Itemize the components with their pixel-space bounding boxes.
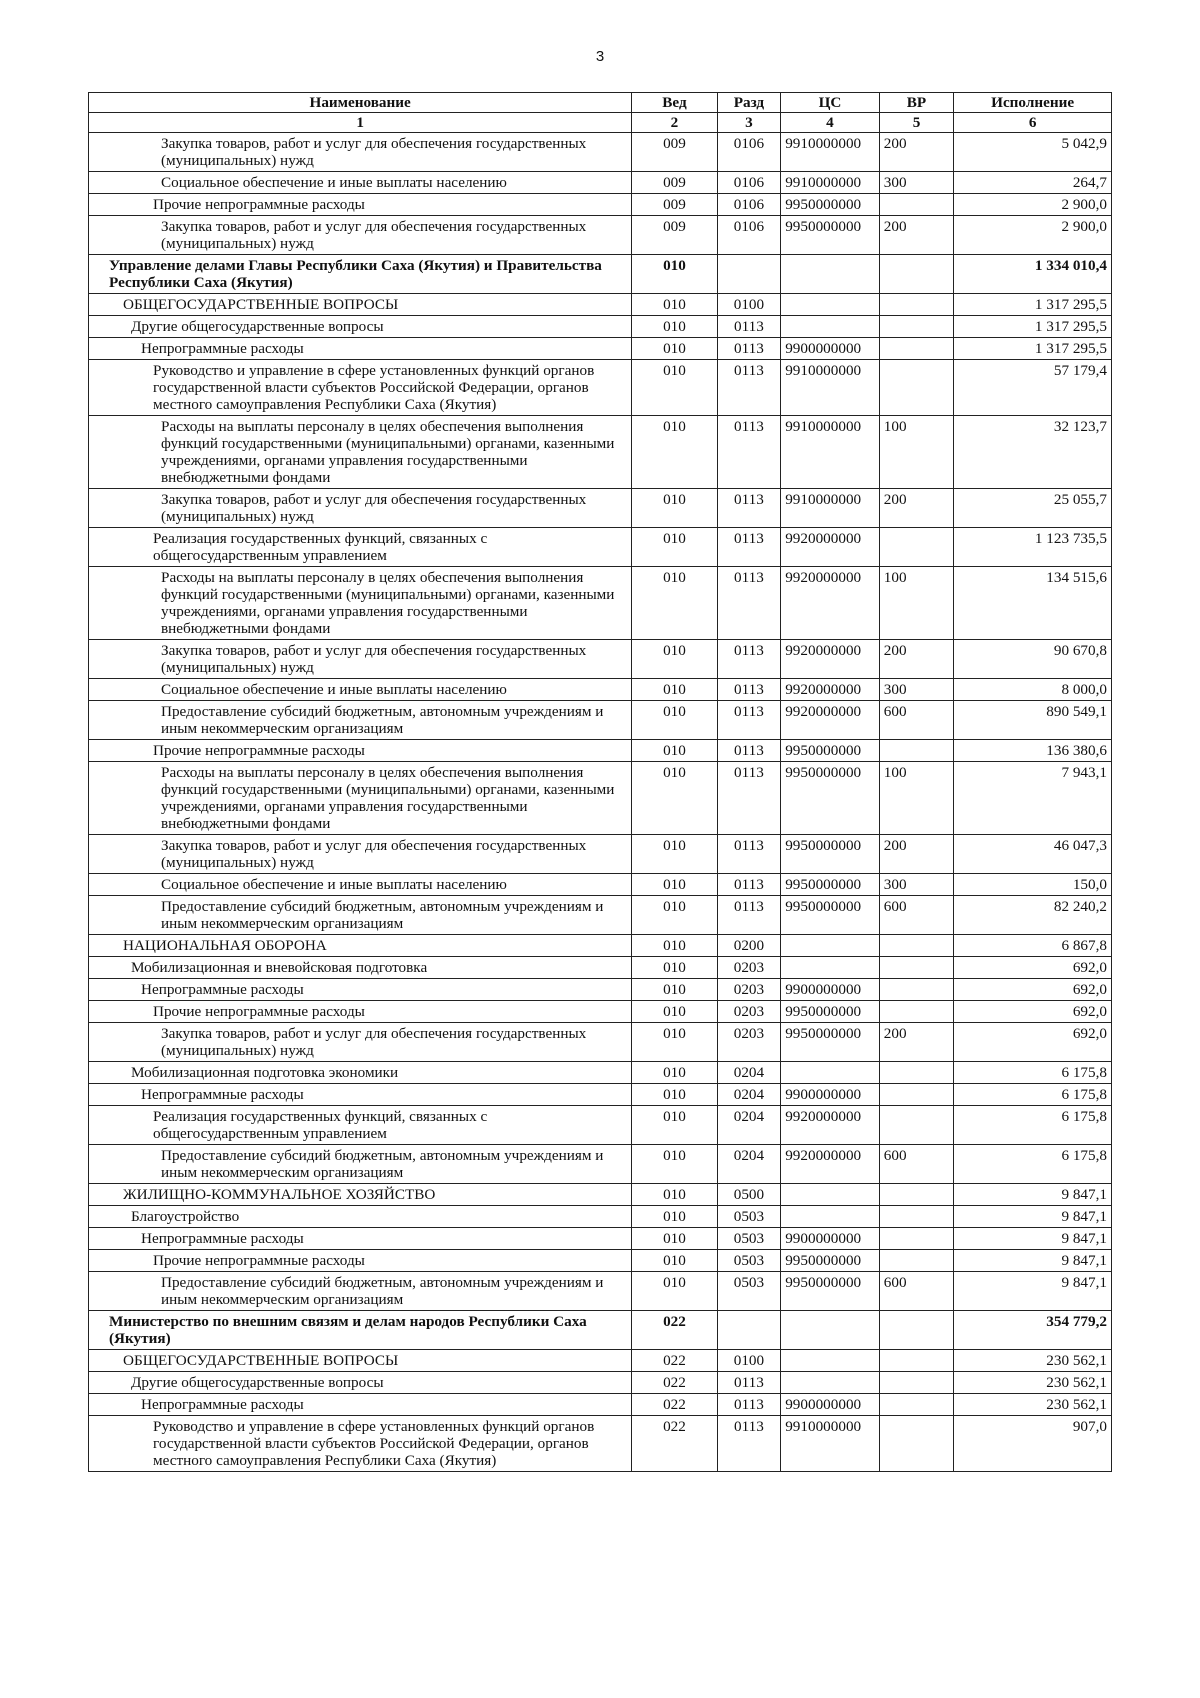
- row-cs-cell: 9900000000: [781, 1228, 880, 1250]
- table-row: [89, 1272, 1112, 1311]
- table-row: [89, 255, 1112, 294]
- row-cs-cell: 9900000000: [781, 338, 880, 360]
- row-razd-cell: 0113: [717, 528, 781, 567]
- row-ispolnenie-cell: 57 179,4: [954, 360, 1112, 416]
- row-cs-cell: 9910000000: [781, 172, 880, 194]
- row-razd-cell: 0204: [717, 1106, 781, 1145]
- table-row: [89, 416, 1112, 489]
- row-ispolnenie-cell: 82 240,2: [954, 896, 1112, 935]
- row-name-cell: ОБЩЕГОСУДАРСТВЕННЫЕ ВОПРОСЫ: [89, 294, 632, 316]
- row-name-cell: Управление делами Главы Республики Саха (Якутия) и Правительства Республики Саха (Якутия): [89, 255, 632, 294]
- row-razd-cell: 0100: [717, 294, 781, 316]
- row-vr-cell: [879, 1394, 953, 1416]
- row-ved-cell: 010: [632, 316, 717, 338]
- row-vr-cell: 200: [879, 216, 953, 255]
- row-razd-cell: 0113: [717, 896, 781, 935]
- row-cs-cell: [781, 1062, 880, 1084]
- row-vr-cell: 600: [879, 701, 953, 740]
- row-razd-cell: 0204: [717, 1084, 781, 1106]
- row-name-cell: Непрограммные расходы: [89, 338, 632, 360]
- column-number: 4: [781, 113, 880, 133]
- row-name-cell: Реализация государственных функций, связанных с общегосударственным управлением: [89, 1106, 632, 1145]
- row-ved-cell: 010: [632, 294, 717, 316]
- row-razd-cell: 0503: [717, 1250, 781, 1272]
- table-row: [89, 1311, 1112, 1350]
- row-ved-cell: 010: [632, 640, 717, 679]
- row-name-cell: Предоставление субсидий бюджетным, автономным учреждениям и иным некоммерческим организациям: [89, 1272, 632, 1311]
- table-row: [89, 172, 1112, 194]
- row-name-cell: НАЦИОНАЛЬНАЯ ОБОРОНА: [89, 935, 632, 957]
- row-vr-cell: 200: [879, 640, 953, 679]
- row-ved-cell: 010: [632, 1106, 717, 1145]
- row-name-cell: Непрограммные расходы: [89, 1228, 632, 1250]
- row-vr-cell: 200: [879, 133, 953, 172]
- row-cs-cell: 9920000000: [781, 701, 880, 740]
- row-ved-cell: 010: [632, 416, 717, 489]
- row-vr-cell: [879, 1416, 953, 1472]
- row-razd-cell: 0113: [717, 701, 781, 740]
- row-cs-cell: 9950000000: [781, 194, 880, 216]
- row-ispolnenie-cell: 150,0: [954, 874, 1112, 896]
- table-row: [89, 957, 1112, 979]
- row-ispolnenie-cell: 890 549,1: [954, 701, 1112, 740]
- row-name-cell: Мобилизационная подготовка экономики: [89, 1062, 632, 1084]
- row-name-cell: Расходы на выплаты персоналу в целях обеспечения выполнения функций государственными (муниципальными) органами, казенными учреждениями, органами управления государственными внебюджетными фондами: [89, 567, 632, 640]
- row-name-cell: Предоставление субсидий бюджетным, автономным учреждениям и иным некоммерческим организациям: [89, 701, 632, 740]
- table-row: [89, 835, 1112, 874]
- row-razd-cell: 0113: [717, 740, 781, 762]
- row-ved-cell: 009: [632, 172, 717, 194]
- row-razd-cell: 0500: [717, 1184, 781, 1206]
- row-name-cell: Предоставление субсидий бюджетным, автономным учреждениям и иным некоммерческим организациям: [89, 1145, 632, 1184]
- row-cs-cell: [781, 1372, 880, 1394]
- row-name-cell: Закупка товаров, работ и услуг для обеспечения государственных (муниципальных) нужд: [89, 640, 632, 679]
- table-row: [89, 194, 1112, 216]
- row-razd-cell: 0203: [717, 957, 781, 979]
- row-ispolnenie-cell: 2 900,0: [954, 194, 1112, 216]
- row-cs-cell: [781, 316, 880, 338]
- row-ispolnenie-cell: 5 042,9: [954, 133, 1112, 172]
- page-number: 3: [595, 48, 605, 65]
- row-name-cell: Прочие непрограммные расходы: [89, 1250, 632, 1272]
- row-razd-cell: 0113: [717, 489, 781, 528]
- row-ved-cell: 009: [632, 194, 717, 216]
- row-ispolnenie-cell: 1 123 735,5: [954, 528, 1112, 567]
- table-row: [89, 1372, 1112, 1394]
- row-ispolnenie-cell: 692,0: [954, 979, 1112, 1001]
- row-cs-cell: [781, 1350, 880, 1372]
- table-row: [89, 1228, 1112, 1250]
- row-ved-cell: 010: [632, 1145, 717, 1184]
- row-ispolnenie-cell: 9 847,1: [954, 1272, 1112, 1311]
- row-ispolnenie-cell: 25 055,7: [954, 489, 1112, 528]
- row-name-cell: Закупка товаров, работ и услуг для обеспечения государственных (муниципальных) нужд: [89, 835, 632, 874]
- row-ved-cell: 010: [632, 701, 717, 740]
- row-vr-cell: [879, 294, 953, 316]
- row-vr-cell: 600: [879, 1145, 953, 1184]
- row-ispolnenie-cell: 692,0: [954, 1001, 1112, 1023]
- table-row: [89, 1206, 1112, 1228]
- row-name-cell: Закупка товаров, работ и услуг для обеспечения государственных (муниципальных) нужд: [89, 216, 632, 255]
- row-name-cell: Другие общегосударственные вопросы: [89, 316, 632, 338]
- row-razd-cell: 0113: [717, 874, 781, 896]
- row-vr-cell: 300: [879, 679, 953, 701]
- row-ispolnenie-cell: 9 847,1: [954, 1184, 1112, 1206]
- row-ved-cell: 010: [632, 957, 717, 979]
- row-ved-cell: 010: [632, 896, 717, 935]
- row-ispolnenie-cell: 230 562,1: [954, 1350, 1112, 1372]
- row-cs-cell: [781, 935, 880, 957]
- column-header-ispolnenie: Исполнение: [954, 93, 1112, 113]
- row-cs-cell: 9910000000: [781, 133, 880, 172]
- row-ved-cell: 010: [632, 935, 717, 957]
- row-razd-cell: 0100: [717, 1350, 781, 1372]
- row-razd-cell: 0113: [717, 360, 781, 416]
- row-vr-cell: [879, 1228, 953, 1250]
- row-razd-cell: 0113: [717, 338, 781, 360]
- table-row: [89, 896, 1112, 935]
- row-cs-cell: 9910000000: [781, 1416, 880, 1472]
- row-name-cell: Другие общегосударственные вопросы: [89, 1372, 632, 1394]
- row-cs-cell: [781, 957, 880, 979]
- budget-execution-table: [88, 92, 1112, 1472]
- row-name-cell: Благоустройство: [89, 1206, 632, 1228]
- row-cs-cell: [781, 1184, 880, 1206]
- row-ispolnenie-cell: 7 943,1: [954, 762, 1112, 835]
- table-row: [89, 1145, 1112, 1184]
- row-cs-cell: 9920000000: [781, 1145, 880, 1184]
- column-number: 1: [89, 113, 632, 133]
- row-vr-cell: [879, 740, 953, 762]
- row-razd-cell: 0503: [717, 1228, 781, 1250]
- row-vr-cell: [879, 1184, 953, 1206]
- column-number: 3: [717, 113, 781, 133]
- row-cs-cell: 9950000000: [781, 1272, 880, 1311]
- column-header-ved: Вед: [632, 93, 717, 113]
- row-name-cell: Руководство и управление в сфере установленных функций органов государственной власти субъектов Российской Федерации, органов местного самоуправления Республики Саха (Якутия): [89, 1416, 632, 1472]
- column-number-row: [89, 113, 1112, 133]
- row-name-cell: Предоставление субсидий бюджетным, автономным учреждениям и иным некоммерческим организациям: [89, 896, 632, 935]
- row-vr-cell: [879, 1001, 953, 1023]
- row-razd-cell: 0503: [717, 1272, 781, 1311]
- row-name-cell: Руководство и управление в сфере установленных функций органов государственной власти субъектов Российской Федерации, органов местного самоуправления Республики Саха (Якутия): [89, 360, 632, 416]
- row-name-cell: Прочие непрограммные расходы: [89, 740, 632, 762]
- table-row: [89, 316, 1112, 338]
- row-ispolnenie-cell: 230 562,1: [954, 1394, 1112, 1416]
- row-vr-cell: 300: [879, 874, 953, 896]
- row-razd-cell: 0203: [717, 979, 781, 1001]
- row-ved-cell: 010: [632, 762, 717, 835]
- row-ved-cell: 010: [632, 1272, 717, 1311]
- table-row: [89, 979, 1112, 1001]
- row-ispolnenie-cell: 6 867,8: [954, 935, 1112, 957]
- row-ispolnenie-cell: 6 175,8: [954, 1062, 1112, 1084]
- row-cs-cell: 9920000000: [781, 679, 880, 701]
- row-cs-cell: 9900000000: [781, 1394, 880, 1416]
- row-ispolnenie-cell: 2 900,0: [954, 216, 1112, 255]
- row-razd-cell: 0113: [717, 567, 781, 640]
- row-vr-cell: [879, 360, 953, 416]
- row-vr-cell: [879, 194, 953, 216]
- row-razd-cell: 0113: [717, 316, 781, 338]
- table-row: [89, 1394, 1112, 1416]
- row-ved-cell: 022: [632, 1372, 717, 1394]
- row-ispolnenie-cell: 9 847,1: [954, 1250, 1112, 1272]
- row-cs-cell: 9950000000: [781, 835, 880, 874]
- row-name-cell: Закупка товаров, работ и услуг для обеспечения государственных (муниципальных) нужд: [89, 1023, 632, 1062]
- row-ved-cell: 010: [632, 740, 717, 762]
- row-vr-cell: [879, 1311, 953, 1350]
- row-ved-cell: 010: [632, 255, 717, 294]
- row-razd-cell: 0113: [717, 835, 781, 874]
- row-name-cell: ОБЩЕГОСУДАРСТВЕННЫЕ ВОПРОСЫ: [89, 1350, 632, 1372]
- table-row: [89, 1350, 1112, 1372]
- column-number: 6: [954, 113, 1112, 133]
- table-row: [89, 740, 1112, 762]
- row-cs-cell: 9910000000: [781, 416, 880, 489]
- row-cs-cell: [781, 294, 880, 316]
- row-ved-cell: 010: [632, 979, 717, 1001]
- row-vr-cell: [879, 255, 953, 294]
- row-name-cell: Мобилизационная и вневойсковая подготовка: [89, 957, 632, 979]
- table-row: [89, 133, 1112, 172]
- row-name-cell: Министерство по внешним связям и делам народов Республики Саха (Якутия): [89, 1311, 632, 1350]
- row-ved-cell: 010: [632, 338, 717, 360]
- row-vr-cell: [879, 935, 953, 957]
- row-razd-cell: 0113: [717, 1416, 781, 1472]
- table-row: [89, 1106, 1112, 1145]
- row-name-cell: Социальное обеспечение и иные выплаты населению: [89, 172, 632, 194]
- table-row: [89, 640, 1112, 679]
- row-name-cell: Закупка товаров, работ и услуг для обеспечения государственных (муниципальных) нужд: [89, 133, 632, 172]
- row-ispolnenie-cell: 230 562,1: [954, 1372, 1112, 1394]
- row-vr-cell: [879, 957, 953, 979]
- row-cs-cell: 9950000000: [781, 740, 880, 762]
- row-ispolnenie-cell: 264,7: [954, 172, 1112, 194]
- row-vr-cell: [879, 1350, 953, 1372]
- row-ved-cell: 010: [632, 835, 717, 874]
- row-vr-cell: 100: [879, 416, 953, 489]
- row-razd-cell: 0503: [717, 1206, 781, 1228]
- table-row: [89, 294, 1112, 316]
- table-row: [89, 935, 1112, 957]
- row-vr-cell: [879, 1062, 953, 1084]
- row-razd-cell: 0113: [717, 1372, 781, 1394]
- table-row: [89, 338, 1112, 360]
- row-vr-cell: 100: [879, 567, 953, 640]
- row-ved-cell: 010: [632, 1184, 717, 1206]
- row-ispolnenie-cell: 354 779,2: [954, 1311, 1112, 1350]
- row-cs-cell: 9950000000: [781, 1250, 880, 1272]
- table-row: [89, 528, 1112, 567]
- header-row: [89, 93, 1112, 113]
- row-vr-cell: 200: [879, 1023, 953, 1062]
- row-ispolnenie-cell: 6 175,8: [954, 1106, 1112, 1145]
- row-vr-cell: 100: [879, 762, 953, 835]
- row-razd-cell: 0113: [717, 416, 781, 489]
- row-vr-cell: [879, 1206, 953, 1228]
- column-header-razd: Разд: [717, 93, 781, 113]
- row-razd-cell: 0106: [717, 194, 781, 216]
- row-razd-cell: 0113: [717, 1394, 781, 1416]
- column-number: 2: [632, 113, 717, 133]
- row-vr-cell: [879, 1250, 953, 1272]
- row-name-cell: Расходы на выплаты персоналу в целях обеспечения выполнения функций государственными (муниципальными) органами, казенными учреждениями, органами управления государственными внебюджетными фондами: [89, 416, 632, 489]
- row-ispolnenie-cell: 134 515,6: [954, 567, 1112, 640]
- row-ved-cell: 010: [632, 1062, 717, 1084]
- row-cs-cell: 9920000000: [781, 640, 880, 679]
- column-header-name: Наименование: [89, 93, 632, 113]
- row-name-cell: Прочие непрограммные расходы: [89, 194, 632, 216]
- row-cs-cell: 9950000000: [781, 896, 880, 935]
- table-row: [89, 360, 1112, 416]
- table-row: [89, 1023, 1112, 1062]
- row-razd-cell: [717, 255, 781, 294]
- row-ved-cell: 022: [632, 1350, 717, 1372]
- row-razd-cell: 0113: [717, 679, 781, 701]
- row-ispolnenie-cell: 136 380,6: [954, 740, 1112, 762]
- row-ispolnenie-cell: 9 847,1: [954, 1228, 1112, 1250]
- row-cs-cell: 9950000000: [781, 216, 880, 255]
- row-cs-cell: [781, 1311, 880, 1350]
- row-razd-cell: 0200: [717, 935, 781, 957]
- row-razd-cell: 0106: [717, 133, 781, 172]
- row-ispolnenie-cell: 32 123,7: [954, 416, 1112, 489]
- row-ved-cell: 009: [632, 133, 717, 172]
- row-ispolnenie-cell: 1 334 010,4: [954, 255, 1112, 294]
- row-name-cell: ЖИЛИЩНО-КОММУНАЛЬНОЕ ХОЗЯЙСТВО: [89, 1184, 632, 1206]
- table-row: [89, 1184, 1112, 1206]
- row-name-cell: Непрограммные расходы: [89, 1394, 632, 1416]
- table-row: [89, 874, 1112, 896]
- row-ved-cell: 010: [632, 489, 717, 528]
- row-ispolnenie-cell: 6 175,8: [954, 1145, 1112, 1184]
- row-ispolnenie-cell: 1 317 295,5: [954, 316, 1112, 338]
- row-ved-cell: 010: [632, 567, 717, 640]
- row-cs-cell: 9920000000: [781, 567, 880, 640]
- row-ispolnenie-cell: 6 175,8: [954, 1084, 1112, 1106]
- row-name-cell: Прочие непрограммные расходы: [89, 1001, 632, 1023]
- row-cs-cell: 9950000000: [781, 1023, 880, 1062]
- table-row: [89, 762, 1112, 835]
- row-razd-cell: 0203: [717, 1023, 781, 1062]
- row-cs-cell: 9920000000: [781, 528, 880, 567]
- row-ved-cell: 022: [632, 1416, 717, 1472]
- row-ved-cell: 010: [632, 1206, 717, 1228]
- row-vr-cell: 200: [879, 835, 953, 874]
- row-ispolnenie-cell: 1 317 295,5: [954, 294, 1112, 316]
- table-row: [89, 567, 1112, 640]
- row-name-cell: Расходы на выплаты персоналу в целях обеспечения выполнения функций государственными (муниципальными) органами, казенными учреждениями, органами управления государственными внебюджетными фондами: [89, 762, 632, 835]
- row-cs-cell: 9950000000: [781, 874, 880, 896]
- row-name-cell: Закупка товаров, работ и услуг для обеспечения государственных (муниципальных) нужд: [89, 489, 632, 528]
- row-ved-cell: 010: [632, 1084, 717, 1106]
- row-ispolnenie-cell: 692,0: [954, 957, 1112, 979]
- row-cs-cell: 9900000000: [781, 1084, 880, 1106]
- row-ved-cell: 010: [632, 679, 717, 701]
- column-number: 5: [879, 113, 953, 133]
- row-cs-cell: [781, 1206, 880, 1228]
- row-vr-cell: [879, 1106, 953, 1145]
- row-ved-cell: 009: [632, 216, 717, 255]
- table-row: [89, 701, 1112, 740]
- table-row: [89, 1084, 1112, 1106]
- row-ispolnenie-cell: 9 847,1: [954, 1206, 1112, 1228]
- table-row: [89, 489, 1112, 528]
- row-vr-cell: [879, 1372, 953, 1394]
- row-vr-cell: 600: [879, 1272, 953, 1311]
- row-ved-cell: 022: [632, 1394, 717, 1416]
- row-cs-cell: 9950000000: [781, 1001, 880, 1023]
- row-cs-cell: 9920000000: [781, 1106, 880, 1145]
- row-ispolnenie-cell: 8 000,0: [954, 679, 1112, 701]
- column-header-vr: ВР: [879, 93, 953, 113]
- row-razd-cell: 0203: [717, 1001, 781, 1023]
- row-vr-cell: [879, 338, 953, 360]
- row-ved-cell: 022: [632, 1311, 717, 1350]
- table-row: [89, 679, 1112, 701]
- row-ispolnenie-cell: 692,0: [954, 1023, 1112, 1062]
- table-row: [89, 1062, 1112, 1084]
- row-ispolnenie-cell: 1 317 295,5: [954, 338, 1112, 360]
- row-razd-cell: [717, 1311, 781, 1350]
- row-name-cell: Непрограммные расходы: [89, 1084, 632, 1106]
- row-vr-cell: 600: [879, 896, 953, 935]
- row-ved-cell: 010: [632, 528, 717, 567]
- row-name-cell: Реализация государственных функций, связанных с общегосударственным управлением: [89, 528, 632, 567]
- table-row: [89, 1001, 1112, 1023]
- row-razd-cell: 0204: [717, 1145, 781, 1184]
- row-name-cell: Непрограммные расходы: [89, 979, 632, 1001]
- row-ved-cell: 010: [632, 360, 717, 416]
- row-ved-cell: 010: [632, 1250, 717, 1272]
- row-name-cell: Социальное обеспечение и иные выплаты населению: [89, 874, 632, 896]
- row-ispolnenie-cell: 46 047,3: [954, 835, 1112, 874]
- row-razd-cell: 0113: [717, 762, 781, 835]
- row-razd-cell: 0106: [717, 172, 781, 194]
- row-ispolnenie-cell: 90 670,8: [954, 640, 1112, 679]
- row-ved-cell: 010: [632, 1023, 717, 1062]
- row-ispolnenie-cell: 907,0: [954, 1416, 1112, 1472]
- row-vr-cell: [879, 1084, 953, 1106]
- row-cs-cell: 9910000000: [781, 489, 880, 528]
- row-vr-cell: [879, 979, 953, 1001]
- table-body: [89, 133, 1112, 1472]
- row-ved-cell: 010: [632, 874, 717, 896]
- row-ved-cell: 010: [632, 1001, 717, 1023]
- row-cs-cell: 9900000000: [781, 979, 880, 1001]
- row-razd-cell: 0204: [717, 1062, 781, 1084]
- row-vr-cell: [879, 528, 953, 567]
- row-vr-cell: 200: [879, 489, 953, 528]
- row-name-cell: Социальное обеспечение и иные выплаты населению: [89, 679, 632, 701]
- table-row: [89, 1416, 1112, 1472]
- table-row: [89, 216, 1112, 255]
- row-cs-cell: 9950000000: [781, 762, 880, 835]
- row-vr-cell: [879, 316, 953, 338]
- row-ved-cell: 010: [632, 1228, 717, 1250]
- row-cs-cell: [781, 255, 880, 294]
- row-razd-cell: 0113: [717, 640, 781, 679]
- row-razd-cell: 0106: [717, 216, 781, 255]
- table-row: [89, 1250, 1112, 1272]
- column-header-cs: ЦС: [781, 93, 880, 113]
- row-vr-cell: 300: [879, 172, 953, 194]
- row-cs-cell: 9910000000: [781, 360, 880, 416]
